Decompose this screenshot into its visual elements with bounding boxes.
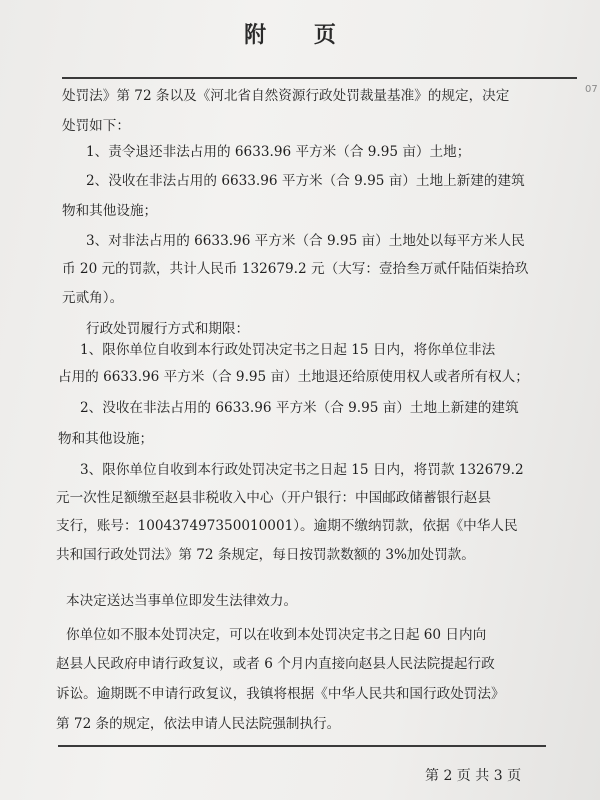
- body-line-18: 本决定送达当事单位即发生法律效力。: [66, 593, 298, 609]
- body-line-15: 元一次性足额缴至赵县非税收入中心（开户银行：中国邮政储蓄银行赵县: [56, 490, 491, 506]
- edge-mark: 07: [585, 84, 598, 95]
- bottom-divider: [58, 745, 546, 747]
- page-title: 附 页: [244, 22, 356, 48]
- body-line-5: 物和其他设施；: [62, 203, 158, 219]
- body-line-19: 你单位如不服本处罚决定，可以在收到本处罚决定书之日起 60 日内向: [66, 627, 487, 643]
- body-line-4: 2、没收在非法占用的 6633.96 平方米（合 9.95 亩）土地上新建的建筑: [86, 173, 525, 189]
- body-line-12: 2、没收在非法占用的 6633.96 平方米（合 9.95 亩）土地上新建的建筑: [80, 400, 519, 416]
- body-line-3: 1、责令退还非法占用的 6633.96 平方米（合 9.95 亩）土地；: [86, 144, 471, 160]
- body-line-14: 3、限你单位自收到本行政处罚决定书之日起 15 日内，将罚款 132679.2: [80, 462, 524, 478]
- body-line-13: 物和其他设施；: [58, 431, 154, 447]
- body-line-17: 共和国行政处罚法》第 72 条规定，每日按罚款数额的 3%加处罚款。: [56, 547, 475, 563]
- body-line-2: 处罚如下：: [62, 118, 130, 134]
- body-line-10: 1、限你单位自收到本行政处罚决定书之日起 15 日内，将你单位非法: [80, 342, 496, 358]
- body-line-16: 支行，账号：100437497350010001）。逾期不缴纳罚款，依据《中华人民: [56, 518, 518, 534]
- body-line-7: 币 20 元的罚款，共计人民币 132679.2 元（大写：壹拾叁万贰仟陆佰柒拾玖: [62, 261, 529, 277]
- page-number: 第 2 页 共 3 页: [425, 768, 522, 784]
- body-line-11: 占用的 6633.96 平方米（合 9.95 亩）土地退还给原使用权人或者所有权人；: [58, 369, 529, 385]
- body-line-20: 赵县人民政府申请行政复议，或者 6 个月内直接向赵县人民法院提起行政: [56, 656, 495, 672]
- body-line-22: 第 72 条的规定，依法申请人民法院强制执行。: [56, 716, 341, 732]
- body-line-8: 元贰角）。: [62, 290, 124, 306]
- top-divider: [62, 77, 577, 79]
- body-line-1: 处罚法》第 72 条以及《河北省自然资源行政处罚裁量基准》的规定，决定: [62, 88, 510, 104]
- body-line-21: 诉讼。逾期既不申请行政复议，我镇将根据《中华人民共和国行政处罚法》: [56, 686, 505, 702]
- body-line-9: 行政处罚履行方式和期限：: [86, 321, 250, 337]
- body-line-6: 3、对非法占用的 6633.96 平方米（合 9.95 亩）土地处以每平方米人民: [86, 233, 525, 249]
